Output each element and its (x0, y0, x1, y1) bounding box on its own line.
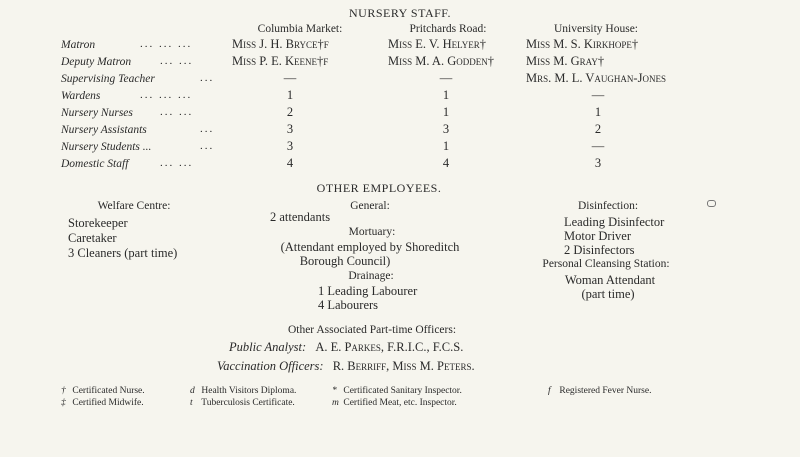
vaccination-officers-row (217, 359, 475, 374)
part-time-heading: Other Associated Part-time Officers: (287, 324, 457, 336)
table-cell: 1 (594, 105, 602, 119)
table-cell: — (283, 71, 297, 85)
drainage-heading: Drainage: (348, 270, 394, 282)
vaccination-value: R. Berriff, Miss M. Peters. (332, 359, 475, 373)
table-cell: — (591, 139, 605, 153)
welfare-line: 3 Cleaners (part time) (68, 246, 178, 260)
table-cell: 3 (286, 122, 294, 136)
table-cell: Miss E. V. Helyer† (388, 37, 486, 51)
drainage-line: 4 Labourers (318, 298, 379, 312)
public-analyst-label: Public Analyst: (229, 340, 307, 354)
footnote: ‡ Certified Midwife. (61, 398, 144, 408)
row-label: Wardens (61, 90, 101, 102)
table-cell: Mrs. M. L. Vaughan-Jones (526, 71, 666, 85)
row-label: Domestic Staff (61, 158, 129, 170)
disinfection-line: 2 Disinfectors (564, 243, 635, 257)
table-cell: 1 (442, 88, 450, 102)
welfare-heading: Welfare Centre: (97, 200, 171, 212)
mortuary-line: Borough Council) (299, 254, 391, 268)
welfare-line: Caretaker (68, 231, 117, 245)
other-employees-title: OTHER EMPLOYEES. (316, 181, 442, 195)
table-cell: 3 (442, 122, 450, 136)
footnote: m Certified Meat, etc. Inspector. (332, 398, 457, 408)
page-mark (707, 200, 716, 207)
column-header-columbia: Columbia Market: (257, 23, 343, 35)
table-cell: Miss M. S. Kirkhope† (526, 37, 639, 51)
cleansing-heading: Personal Cleansing Station: (542, 258, 670, 270)
leader-dots: ... ... (160, 55, 194, 67)
footnote: f Registered Fever Nurse. (548, 386, 652, 396)
table-cell: Miss J. H. Bryce†f (232, 37, 329, 51)
vaccination-label: Vaccination Officers: (217, 359, 324, 373)
table-cell: — (439, 71, 453, 85)
row-label: Nursery Students ... (61, 141, 152, 153)
mortuary-heading: Mortuary: (348, 226, 396, 238)
disinfection-line: Motor Driver (564, 229, 631, 243)
footnote: † Certificated Nurse. (61, 386, 145, 396)
mortuary-line: (Attendant employed by Shoreditch (280, 240, 460, 254)
table-cell: 4 (286, 156, 294, 170)
column-header-pritchards: Pritchards Road: (409, 23, 487, 35)
leader-dots: ... (200, 123, 215, 135)
leader-dots: ... ... ... (140, 89, 193, 101)
leader-dots: ... (200, 72, 215, 84)
footnote: t Tuberculosis Certificate. (190, 398, 295, 408)
cleansing-line: Woman Attendant (564, 273, 656, 287)
table-cell: 1 (442, 105, 450, 119)
table-cell: 3 (594, 156, 602, 170)
table-cell: Miss P. E. Keene†f (232, 54, 329, 68)
nursery-title: NURSERY STAFF. (349, 6, 451, 20)
leader-dots: ... (200, 140, 215, 152)
drainage-line: 1 Leading Labourer (318, 284, 418, 298)
row-label: Matron (61, 39, 96, 51)
table-cell: — (591, 88, 605, 102)
row-label: Deputy Matron (61, 56, 132, 68)
table-cell: 1 (286, 88, 294, 102)
public-analyst-value: A. E. Parkes, F.R.I.C., F.C.S. (315, 340, 464, 354)
leader-dots: ... ... (160, 106, 194, 118)
table-cell: 2 (594, 122, 602, 136)
public-analyst-row (229, 340, 463, 355)
table-cell: Miss M. A. Godden† (388, 54, 494, 68)
general-heading: General: (350, 200, 390, 212)
column-header-university: University House: (553, 23, 639, 35)
table-cell: Miss M. Gray† (526, 54, 605, 68)
table-cell: 1 (442, 139, 450, 153)
welfare-line: Storekeeper (68, 216, 128, 230)
leader-dots: ... ... (160, 157, 194, 169)
footnote: * Certificated Sanitary Inspector. (332, 386, 462, 396)
disinfection-heading: Disinfection: (577, 200, 639, 212)
cleansing-line: (part time) (581, 287, 635, 301)
table-cell: 3 (286, 139, 294, 153)
table-cell: 2 (286, 105, 294, 119)
footnote: d Health Visitors Diploma. (190, 386, 297, 396)
general-line: 2 attendants (270, 210, 331, 224)
row-label: Nursery Nurses (61, 107, 133, 119)
disinfection-line: Leading Disinfector (564, 215, 665, 229)
table-cell: 4 (442, 156, 450, 170)
leader-dots: ... ... ... (140, 38, 193, 50)
row-label: Supervising Teacher (61, 73, 155, 85)
row-label: Nursery Assistants (61, 124, 147, 136)
